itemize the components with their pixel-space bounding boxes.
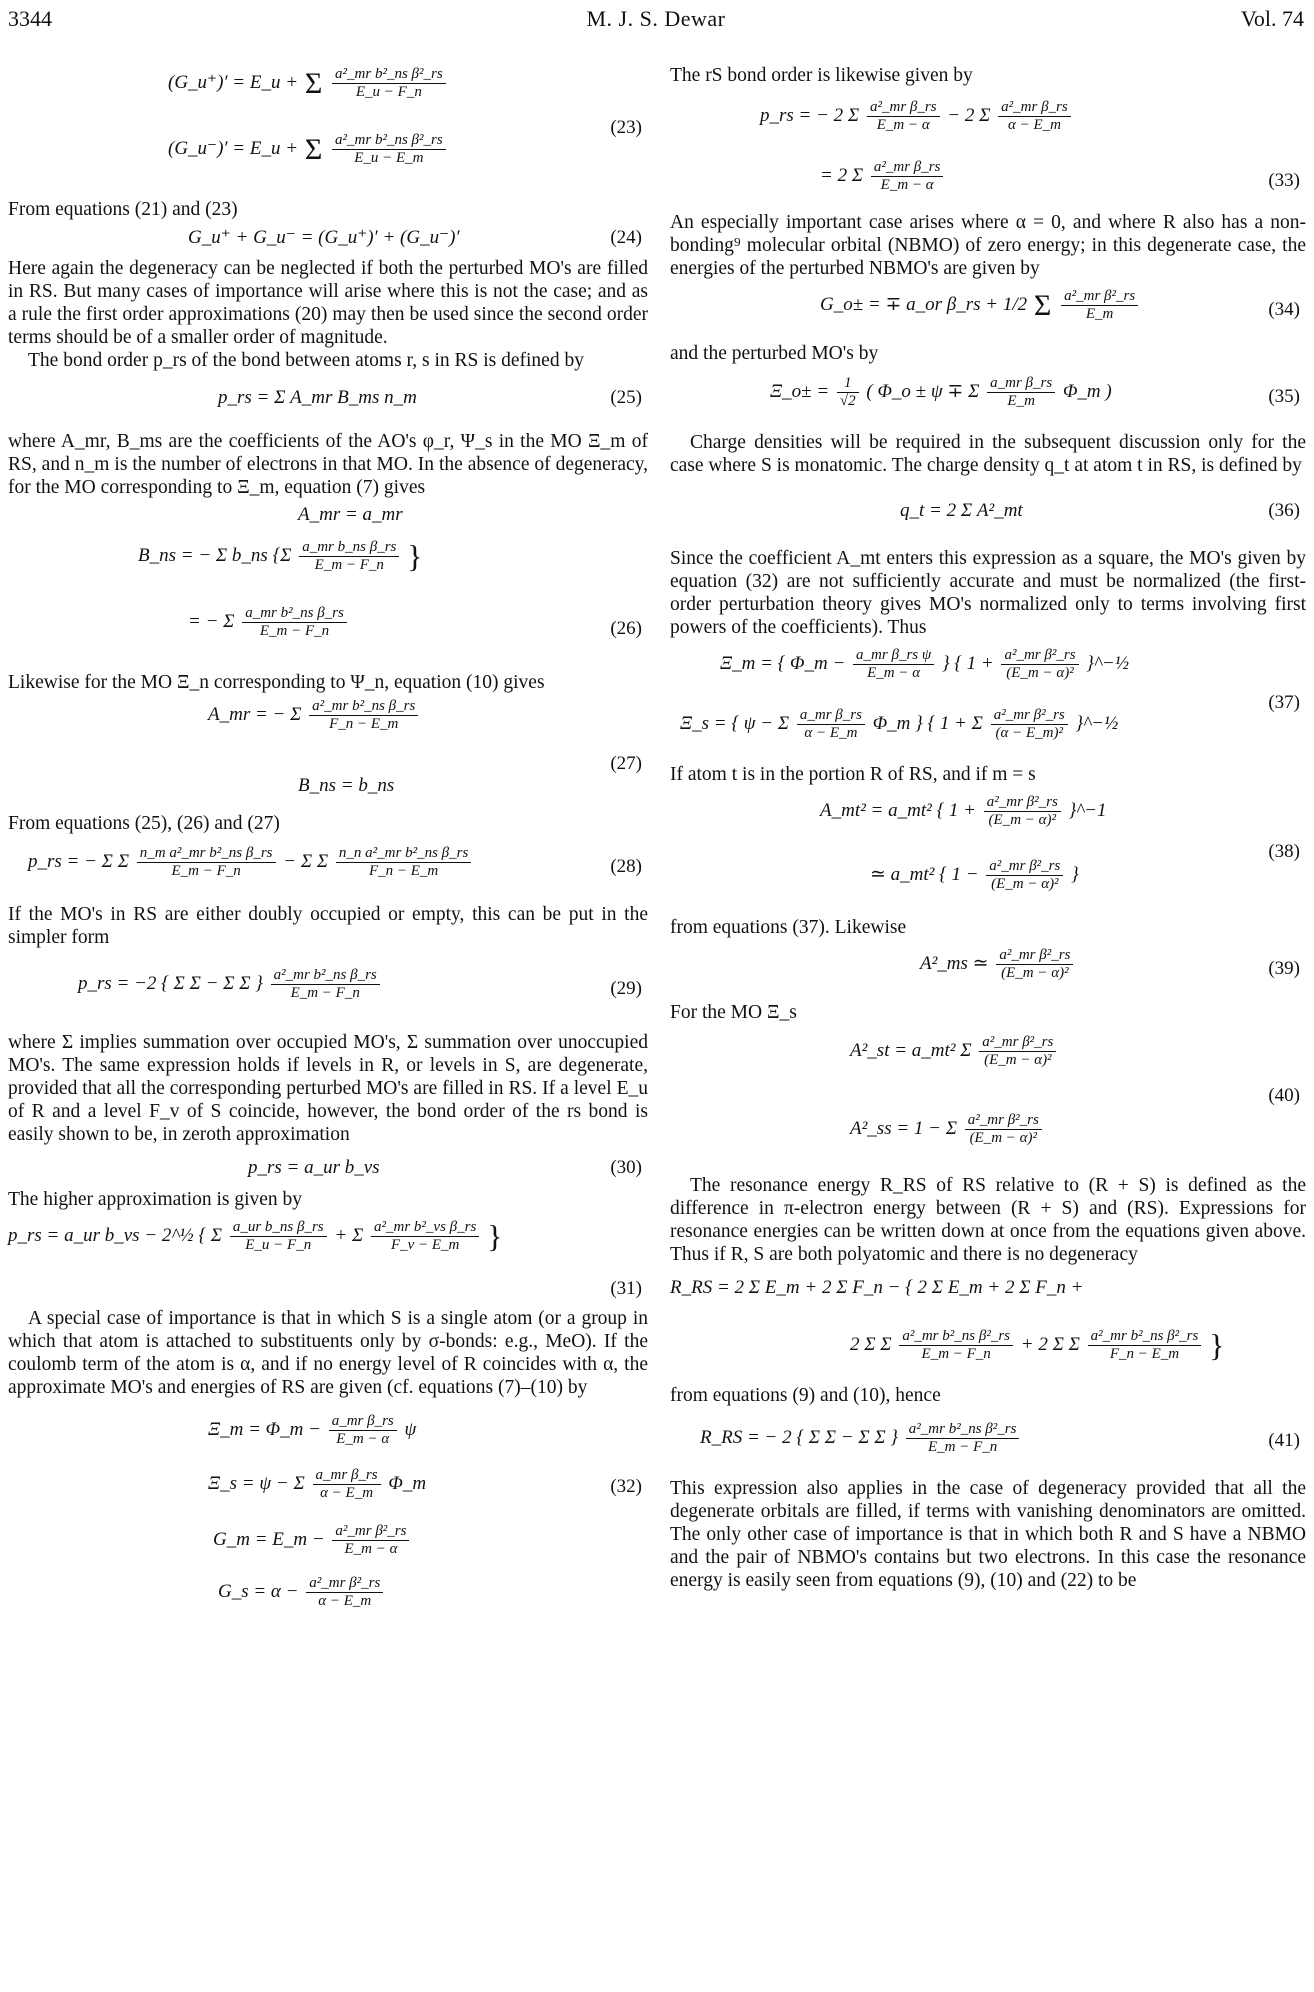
eq33b-denominator: E_m − α (880, 177, 934, 193)
sum-sign: Σ (304, 132, 323, 166)
brace: } (487, 1218, 503, 1254)
eq35-fraction-2 (987, 375, 1055, 410)
eq40a-numerator: a²_mr β²_rs (979, 1034, 1056, 1052)
eq32c-fraction (332, 1523, 409, 1558)
eq32a-denominator: E_m − α (336, 1431, 390, 1447)
eq28-lhs: p_rs = − Σ Σ (28, 850, 130, 872)
eq23a-lhs: (G_u⁺)′ = E_u + (168, 71, 299, 93)
paragraph: The rS bond order is likewise given by (670, 65, 973, 86)
eq34-half: 1/2 (1002, 293, 1028, 315)
eq37b-numerator-1: a_mr β_rs (797, 707, 865, 725)
equation-number: (24) (610, 227, 642, 248)
eq29-numerator: a²_mr b²_ns β_rs (271, 967, 380, 985)
eq26c-denominator: E_m − F_n (259, 623, 330, 639)
equation-number: (27) (610, 753, 642, 774)
eqRRS-fraction-1 (899, 1328, 1013, 1363)
eq38b-lhs: ≃ a_mt² { 1 − (870, 863, 979, 885)
right-column (670, 64, 1306, 1984)
paragraph: The higher approximation is given by (8, 1189, 303, 1210)
eq32b-tail: Φ_m (388, 1472, 427, 1494)
eq37a-numerator-2: a²_mr β²_rs (1001, 647, 1078, 665)
equation-38 (670, 786, 1306, 916)
eq32c-numerator: a²_mr β²_rs (332, 1523, 409, 1541)
equation-number: (35) (1268, 386, 1300, 407)
eq40b-fraction (965, 1112, 1042, 1147)
eq31-numerator-2: a²_mr b²_vs β_rs (371, 1219, 479, 1237)
left-column (8, 64, 648, 1984)
paragraph: This expression also applies in the case of degeneracy provided that all the degenerate orbitals are filled, if terms with vanishing denominators are omitted. The only other case of importance is that in which both R and S have a NBMO and the pair of NBMO's contains but two electrons. In this case the resonance energy is easily seen from equations (9), (10) and (22) to be (670, 1478, 1306, 1591)
equation-40 (670, 1024, 1306, 1174)
eq39-lhs: A²_ms ≃ (920, 952, 989, 974)
eq27a-fraction (309, 698, 418, 733)
eq28-fraction-1 (137, 845, 276, 880)
equation-34 (670, 280, 1306, 342)
eq35-numerator-2: a_mr β_rs (987, 375, 1055, 393)
eq23b-lhs: (G_u⁻)′ = E_u + (168, 137, 299, 159)
eq37b-denominator-2: (α − E_m)² (995, 725, 1063, 741)
eq38a-fraction (984, 794, 1061, 829)
paragraph: The resonance energy R_RS of RS relative to (R + S) is defined as the difference in π-electron energy between (R + S) and (RS). Expressions for resonance energies can be written down at once from the equations given above. Thus if R, S are both polyatomic and there is no degeneracy (670, 1175, 1306, 1265)
eq34-denominator: E_m (1085, 306, 1114, 322)
eq32d-denominator: α − E_m (318, 1593, 372, 1609)
equation-number: (33) (1268, 170, 1300, 191)
eq34-lhs: G_o± = ∓ a_or β_rs + (820, 293, 999, 315)
equation-number: (41) (1268, 1430, 1300, 1451)
equation-number: (34) (1268, 299, 1300, 320)
eq35-fraction-1 (837, 375, 859, 410)
equation-number: (39) (1268, 958, 1300, 979)
paragraph: A special case of importance is that in which S is a single atom (or a group in which that atom is attached to substituents only by σ-bonds: e.g., MeO). If the coulomb term of the atom is α, and if no energy level of R coincides with α, the approximate MO's and energies of RS are given (cf. equations (7)–(10) by (8, 1308, 648, 1398)
eq38b-denominator: (E_m − α)² (991, 876, 1059, 892)
equation-33 (670, 87, 1306, 211)
sum-sign: Σ (1033, 288, 1052, 322)
eq33b-numerator: a²_mr β_rs (871, 159, 944, 177)
brace: } (407, 538, 423, 574)
eq40b-lhs: A²_ss = 1 − Σ (850, 1117, 958, 1139)
eq32b-denominator: α − E_m (320, 1485, 374, 1501)
eq26a-body: A_mr = a_mr (298, 504, 403, 525)
eq23b-fraction (332, 132, 446, 167)
equation-number: (30) (610, 1157, 642, 1178)
eq41-fraction (906, 1421, 1020, 1456)
eq41-lhs: R_RS = − 2 { Σ Σ − Σ Σ } (700, 1426, 899, 1448)
eq33a-denominator-2: α − E_m (1007, 117, 1061, 133)
paragraph: Here again the degeneracy can be neglected if both the perturbed MO's are filled in RS. But many cases of importance will arise where this is not the case; and as a rule the first order approximations (20) may then be used since the second order terms should be of a smaller order of magnitude. (8, 258, 648, 348)
eq23a-denominator: E_u − F_n (355, 84, 422, 100)
eq38a-tail: }^−1 (1068, 799, 1107, 821)
running-header (8, 6, 1304, 36)
eq32b-lhs: Ξ_s = ψ − Σ (208, 1472, 305, 1494)
eq28-numerator-1: n_m a²_mr b²_ns β_rs (137, 845, 276, 863)
eq23b-numerator: a²_mr b²_ns β²_rs (332, 132, 446, 150)
paragraph: where A_mr, B_ms are the coefficients of the AO's φ_r, Ψ_s in the MO Ξ_m of RS, and n_m is the number of electrons in that MO. In the absence of degeneracy, for the MO corresponding to Ξ_m, equation (7) gives (8, 431, 648, 498)
eqRRS-denominator-1: E_m − F_n (921, 1346, 991, 1362)
eqRRS-line-1: R_RS = 2 Σ E_m + 2 Σ F_n − { 2 Σ E_m + 2 Σ F_n + (670, 1277, 1084, 1298)
eq28-denominator-2: F_n − E_m (368, 863, 439, 879)
paragraph: From equations (21) and (23) (8, 199, 238, 220)
eq23a-numerator: a²_mr b²_ns β²_rs (332, 66, 446, 84)
eq35-numerator-1: 1 (837, 375, 859, 393)
eq32a-tail: ψ (404, 1418, 417, 1440)
eqRRS-mid: + 2 Σ Σ (1020, 1333, 1080, 1355)
eq25-body: p_rs = Σ A_mr B_ms n_m (218, 387, 417, 408)
paragraph: where Σ implies summation over occupied MO's, Σ summation over unoccupied MO's. The same expression holds if levels in R, or levels in S, are degenerate, provided that all the corresponding perturbed MO's are filled in RS. If a level E_u of R and a level F_v of S coincide, however, the bond order of the rs bond is easily shown to be, in zeroth approximation (8, 1032, 648, 1145)
equation-number: (40) (1268, 1085, 1300, 1106)
equation-23 (8, 64, 648, 198)
eq40a-lhs: A²_st = a_mt² Σ (850, 1039, 972, 1061)
eq40a-denominator: (E_m − α)² (984, 1052, 1052, 1068)
eq37a-fraction-2 (1001, 647, 1078, 682)
equation-27 (8, 694, 648, 812)
eq37a-fraction-1 (853, 647, 934, 682)
eq32c-lhs: G_m = E_m − (213, 1528, 325, 1550)
eq26c-numerator: a_mr b²_ns β_rs (242, 605, 347, 623)
eq26b-denominator: E_m − F_n (314, 557, 384, 573)
eq24-body: G_u⁺ + G_u⁻ = (G_u⁺)′ + (G_u⁻)′ (188, 227, 460, 248)
eq40b-numerator: a²_mr β²_rs (965, 1112, 1042, 1130)
eq32a-numerator: a_mr β_rs (329, 1413, 397, 1431)
eq40a-fraction (979, 1034, 1056, 1069)
eq31-fraction-2 (371, 1219, 479, 1254)
eqRRS-fraction-2 (1088, 1328, 1202, 1363)
eq36-body: q_t = 2 Σ A²_mt (900, 500, 1023, 521)
eq26c-fraction (242, 605, 347, 640)
equation-number: (23) (610, 117, 642, 138)
eq33a-lhs: p_rs = − 2 Σ (760, 104, 860, 126)
paragraph: An especially important case arises where α = 0, and where R also has a non-bonding⁹ molecular orbital (NBMO) of zero energy; in this degenerate case, the energies of the perturbed NBMO's are given by (670, 212, 1306, 279)
equation-number: (37) (1268, 692, 1300, 713)
eq37a-denominator-1: E_m − α (867, 665, 921, 681)
eq31-numerator-1: a_ur b_ns β_rs (230, 1219, 327, 1237)
eq33a-fraction-2 (998, 99, 1071, 134)
eq37a-numerator-1: a_mr β_rs ψ (853, 647, 934, 665)
eq31-fraction-1 (230, 1219, 327, 1254)
equation-31 (8, 1211, 648, 1307)
paragraph: Likewise for the MO Ξ_n corresponding to Ψ_n, equation (10) gives (8, 672, 545, 693)
eq38a-denominator: (E_m − α)² (988, 812, 1057, 828)
eq33a-fraction-1 (867, 99, 940, 134)
eq27a-denominator: F_n − E_m (329, 716, 399, 732)
eq30-body: p_rs = a_ur b_vs (248, 1157, 380, 1178)
equation-25 (8, 372, 648, 430)
eq28-numerator-2: n_n a²_mr b²_ns β_rs (336, 845, 471, 863)
eq39-numerator: a²_mr β²_rs (996, 947, 1073, 965)
eq37b-lhs: Ξ_s = { ψ − Σ (680, 712, 790, 734)
eq29-lhs: p_rs = −2 { Σ Σ − Σ Σ } (78, 972, 263, 994)
eq31-mid: + Σ (334, 1224, 364, 1246)
eq32b-numerator: a_mr β_rs (313, 1467, 381, 1485)
running-author: M. J. S. Dewar (586, 6, 726, 31)
paragraph: The bond order p_rs of the bond between atoms r, s in RS is defined by (28, 350, 584, 371)
eq26b-fraction (299, 539, 399, 574)
eq32c-denominator: E_m − α (344, 1541, 398, 1557)
eq32d-lhs: G_s = α − (218, 1580, 299, 1602)
eq32b-fraction (313, 1467, 381, 1502)
eq39-fraction (996, 947, 1073, 982)
eq35-tail: Φ_m ) (1062, 380, 1112, 402)
eq27a-numerator: a²_mr b²_ns β_rs (309, 698, 418, 716)
equation-number: (38) (1268, 841, 1300, 862)
eq33a-numerator-2: a²_mr β_rs (998, 99, 1071, 117)
eq32a-fraction (329, 1413, 397, 1448)
eq37b-numerator-2: a²_mr β²_rs (991, 707, 1068, 725)
equation-28 (8, 835, 648, 903)
eq28-fraction-2 (336, 845, 471, 880)
eq26b-numerator: a_mr b_ns β_rs (299, 539, 399, 557)
equation-number: (25) (610, 387, 642, 408)
eq37a-tail: }^−½ (1086, 652, 1129, 674)
eq29-fraction (271, 967, 380, 1002)
eq34-fraction (1061, 288, 1138, 323)
eq23b-denominator: E_u − E_m (354, 150, 424, 166)
eq37b-denominator-1: α − E_m (804, 725, 858, 741)
equation-30 (8, 1146, 648, 1188)
equation-26 (8, 499, 648, 671)
equation-number: (36) (1268, 500, 1300, 521)
eq37b-mid: Φ_m } { 1 + Σ (872, 712, 983, 734)
eq33a-denominator-1: E_m − α (876, 117, 930, 133)
eq41-denominator: E_m − F_n (927, 1439, 998, 1455)
eq32d-fraction (306, 1575, 383, 1610)
eq28-mid: − Σ Σ (283, 850, 329, 872)
eq31-denominator-1: E_u − F_n (245, 1237, 312, 1253)
equation-24 (8, 221, 648, 257)
paragraph: If atom t is in the portion R of RS, and if m = s (670, 764, 1036, 785)
eq31-lhs: p_rs = a_ur b_vs − 2^½ { Σ (8, 1224, 223, 1246)
volume-label: Vol. 74 (1240, 6, 1304, 31)
eq28-denominator-1: E_m − F_n (171, 863, 241, 879)
paragraph: Charge densities will be required in the subsequent discussion only for the case where S is monatomic. The charge density q_t at atom t in RS, is defined by (670, 432, 1306, 476)
equation-36 (670, 477, 1306, 547)
eq27b-body: B_ns = b_ns (298, 775, 395, 796)
equation-37 (670, 639, 1306, 763)
sum-sign: Σ (304, 66, 323, 100)
paragraph: Since the coefficient A_mt enters this expression as a square, the MO's given by equation (32) are not sufficiently accurate and must be normalized (the first-order perturbation theory gives MO's normalized only to terms involving first powers of the coefficients). Thus (670, 548, 1306, 638)
equation-number: (28) (610, 856, 642, 877)
brace: } (1209, 1327, 1225, 1363)
equation-RRS (670, 1266, 1306, 1384)
eq37a-mid: } { 1 + (941, 652, 994, 674)
eq37b-tail: }^−½ (1075, 712, 1119, 734)
eq35-lhs: Ξ_o± = (770, 380, 830, 402)
eqRRS-numerator-1: a²_mr b²_ns β²_rs (899, 1328, 1013, 1346)
equation-41 (670, 1407, 1306, 1477)
eq41-numerator: a²_mr b²_ns β²_rs (906, 1421, 1020, 1439)
eq26b-lhs: B_ns = − Σ b_ns {Σ (138, 544, 292, 566)
paragraph: from equations (37). Likewise (670, 917, 907, 938)
eq37b-fraction-1 (797, 707, 865, 742)
eq27a-lhs: A_mr = − Σ (208, 703, 302, 725)
eq37b-fraction-2 (991, 707, 1068, 742)
equation-number: (31) (610, 1278, 642, 1299)
eq40b-denominator: (E_m − α)² (969, 1130, 1038, 1146)
eq23a-fraction (332, 66, 446, 101)
eqRRS-numerator-2: a²_mr b²_ns β²_rs (1088, 1328, 1202, 1346)
eq35-mid: ( Φ_o ± ψ ∓ Σ (866, 380, 980, 402)
eq33a-mid: − 2 Σ (947, 104, 991, 126)
eq33b-fraction (871, 159, 944, 194)
paragraph: from equations (9) and (10), hence (670, 1385, 941, 1406)
paragraph: If the MO's in RS are either doubly occupied or empty, this can be put in the simpler form (8, 904, 648, 948)
eq35-denominator-2: E_m (1007, 393, 1035, 409)
eq32a-lhs: Ξ_m = Φ_m − (208, 1418, 321, 1440)
equation-number: (32) (610, 1476, 642, 1497)
eq34-numerator: a²_mr β²_rs (1061, 288, 1138, 306)
equation-number: (29) (610, 978, 642, 999)
eq38b-tail: } (1071, 863, 1079, 885)
eqRRS-denominator-2: F_n − E_m (1109, 1346, 1180, 1362)
eq33a-numerator-1: a²_mr β_rs (867, 99, 940, 117)
eq39-denominator: (E_m − α)² (1001, 965, 1069, 981)
eq29-denominator: E_m − F_n (290, 985, 360, 1001)
equation-35 (670, 365, 1306, 431)
eq37a-denominator-2: (E_m − α)² (1006, 665, 1074, 681)
eq31-denominator-2: F_v − E_m (390, 1237, 460, 1253)
eq35-denominator-1: √2 (839, 393, 856, 409)
eq38a-lhs: A_mt² = a_mt² { 1 + (820, 799, 976, 821)
eq38b-fraction (986, 858, 1063, 893)
paragraph: For the MO Ξ_s (670, 1002, 797, 1023)
eq37a-lhs: Ξ_m = { Φ_m − (720, 652, 846, 674)
eq33b-lhs: = 2 Σ (820, 164, 864, 186)
eq32d-numerator: a²_mr β²_rs (306, 1575, 383, 1593)
paragraph: and the perturbed MO's by (670, 343, 879, 364)
eq38a-numerator: a²_mr β²_rs (984, 794, 1061, 812)
eqRRS-lhs-2: 2 Σ Σ (850, 1333, 892, 1355)
paragraph: From equations (25), (26) and (27) (8, 813, 280, 834)
equation-number: (26) (610, 618, 642, 639)
eq38b-numerator: a²_mr β²_rs (986, 858, 1063, 876)
equation-39 (670, 939, 1306, 1001)
eq26c-lhs: = − Σ (188, 610, 235, 632)
page-number: 3344 (8, 6, 52, 31)
equation-32 (8, 1399, 648, 1631)
equation-29 (8, 949, 648, 1031)
